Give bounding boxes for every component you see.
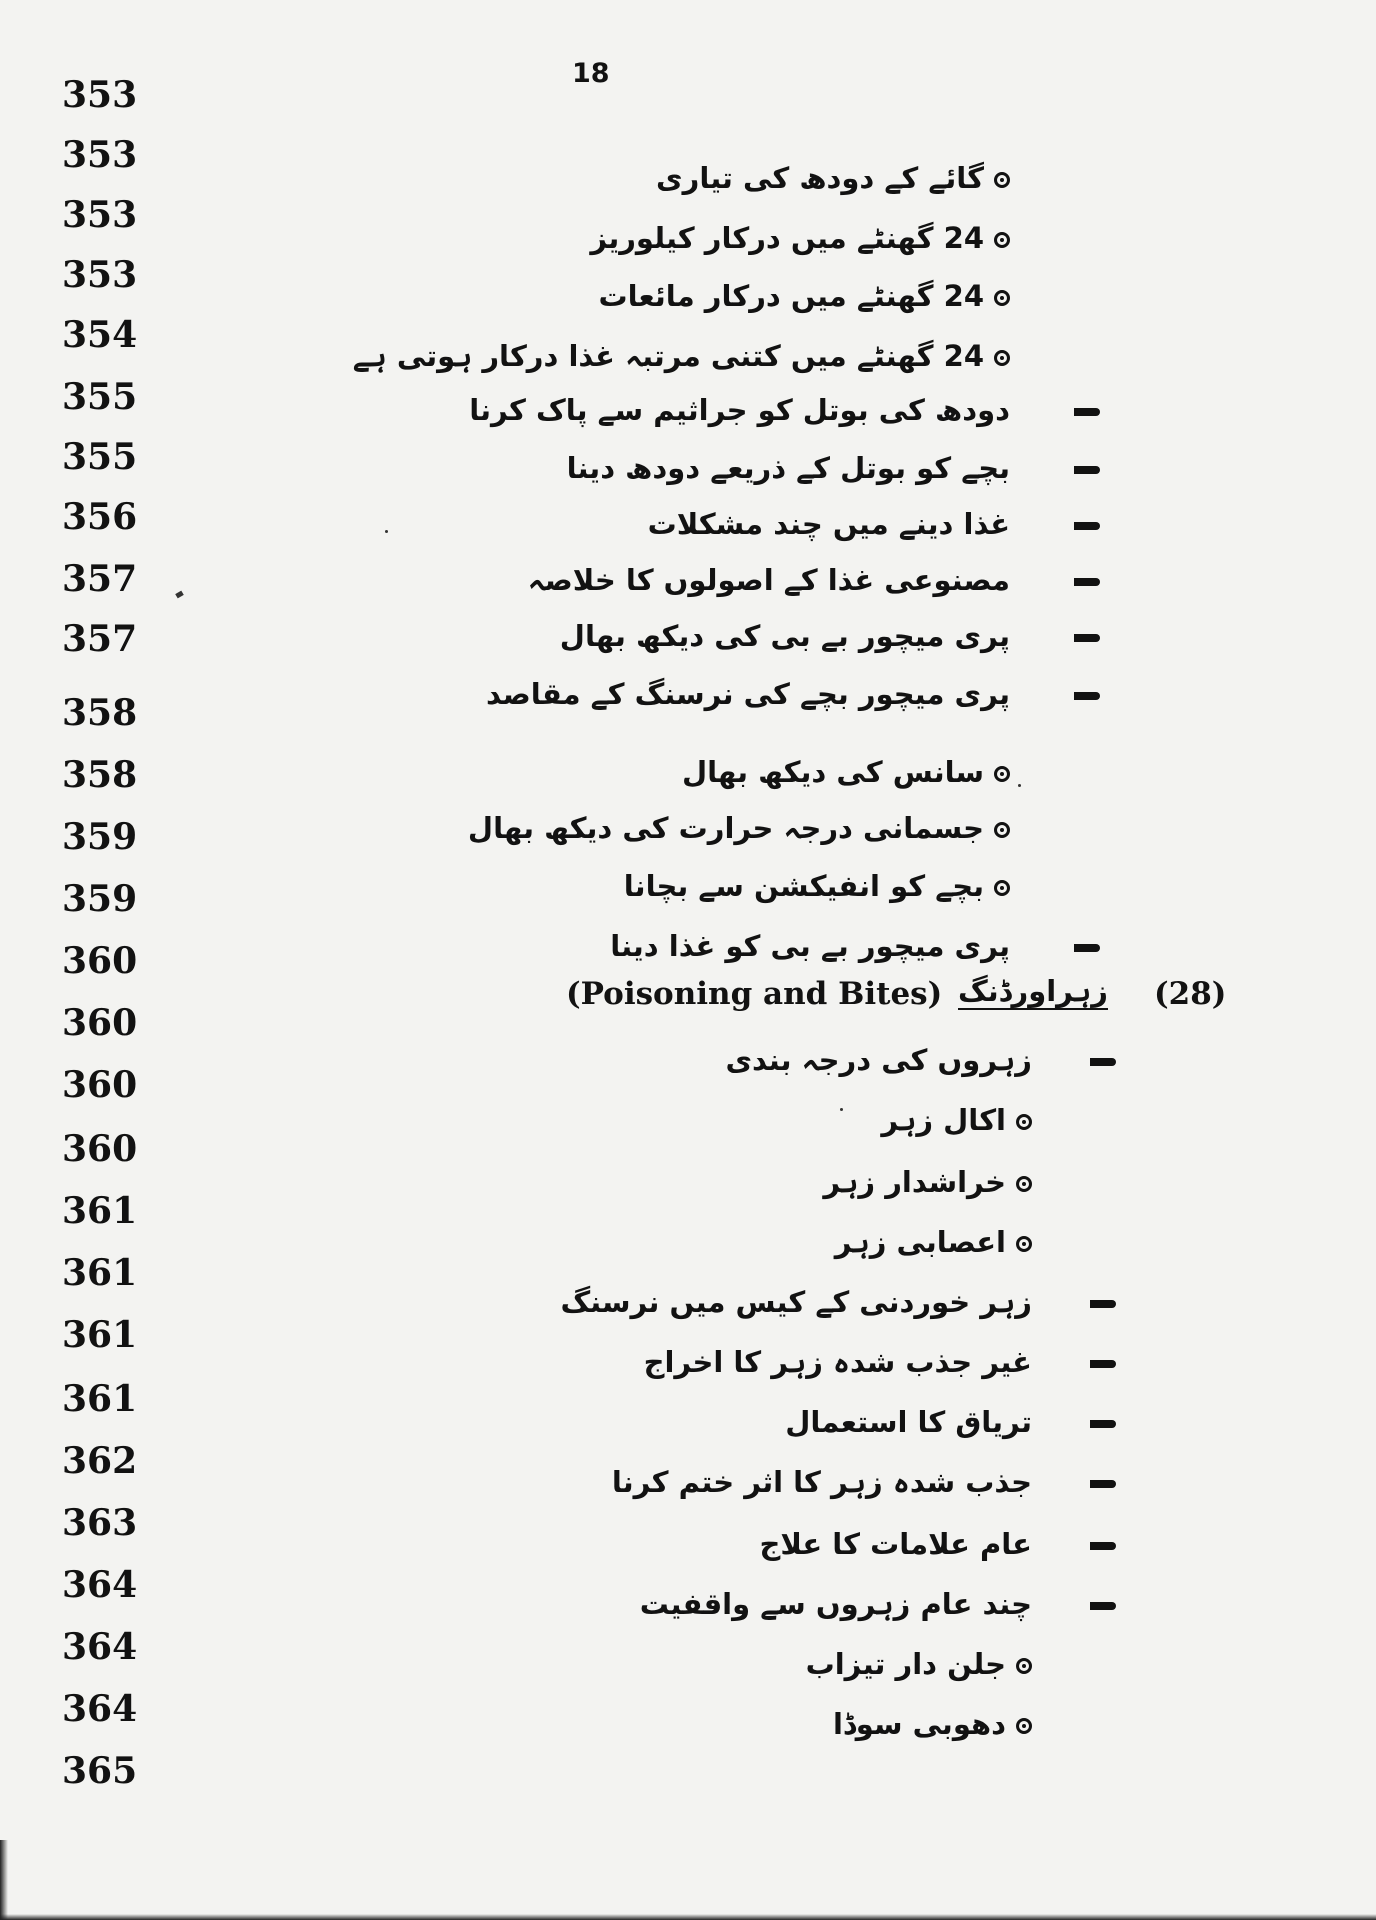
toc-entry xyxy=(528,560,1010,600)
toc-entry xyxy=(560,616,1010,656)
toc-page-number: 363 xyxy=(62,1502,138,1544)
circle-dot-icon xyxy=(994,766,1010,782)
toc-page-number: 358 xyxy=(62,754,138,796)
pointer-bullet-icon xyxy=(1090,1300,1116,1308)
circle-dot-icon xyxy=(994,350,1010,366)
toc-entry-text: جسمانی درجہ حرارت کی دیکھ بھال xyxy=(467,811,984,845)
toc-entry-text: خراشدار زہر xyxy=(823,1165,1006,1199)
circle-dot-icon xyxy=(994,822,1010,838)
toc-page-number: 361 xyxy=(62,1190,138,1232)
scan-speck xyxy=(1018,784,1021,787)
pointer-bullet-icon xyxy=(1090,1480,1116,1488)
toc-page-number: 360 xyxy=(62,1002,138,1044)
circle-dot-icon xyxy=(1016,1114,1032,1130)
toc-entry-text: زہر خوردنی کے کیس میں نرسنگ xyxy=(560,1285,1032,1319)
circle-dot-icon xyxy=(1016,1176,1032,1192)
toc-entry xyxy=(486,674,1010,714)
toc-subentry xyxy=(881,1100,1032,1140)
toc-page-number: 355 xyxy=(62,436,138,478)
toc-entry xyxy=(644,1342,1032,1382)
toc-entry xyxy=(560,1282,1032,1322)
toc-page-number: 365 xyxy=(62,1750,138,1792)
toc-subentry xyxy=(833,1704,1032,1744)
toc-entry-text: 24 گھنٹے میں کتنی مرتبہ غذا درکار ہوتی ہے xyxy=(352,339,984,373)
toc-subentry xyxy=(682,752,1010,792)
toc-entry-text: غذا دینے میں چند مشکلات xyxy=(647,507,1010,541)
page-edge-shadow xyxy=(0,1840,8,1920)
toc-page-number: 357 xyxy=(62,558,138,600)
toc-entry xyxy=(610,926,1010,966)
toc-page-number: 361 xyxy=(62,1252,138,1294)
toc-page-number: 358 xyxy=(62,692,138,734)
toc-entry-text: سانس کی دیکھ بھال xyxy=(681,755,984,789)
scan-speck xyxy=(385,530,388,533)
scan-speck xyxy=(175,591,184,599)
pointer-bullet-icon xyxy=(1090,1058,1116,1066)
toc-page-number: 364 xyxy=(62,1626,138,1668)
toc-entry xyxy=(759,1524,1032,1564)
toc-page-number: 364 xyxy=(62,1564,138,1606)
toc-entry xyxy=(725,1040,1032,1080)
toc-entry-text: غیر جذب شدہ زہر کا اخراج xyxy=(643,1345,1032,1379)
toc-page-number: 353 xyxy=(62,134,138,176)
toc-entry xyxy=(648,504,1010,544)
pointer-bullet-icon xyxy=(1074,692,1100,700)
toc-page-number: 362 xyxy=(62,1440,138,1482)
toc-page-number: 353 xyxy=(62,194,138,236)
circle-dot-icon xyxy=(1016,1658,1032,1674)
toc-page-number: 360 xyxy=(62,940,138,982)
toc-page-number: 357 xyxy=(62,618,138,660)
pointer-bullet-icon xyxy=(1090,1542,1116,1550)
circle-dot-icon xyxy=(994,232,1010,248)
pointer-bullet-icon xyxy=(1090,1360,1116,1368)
toc-page-number: 353 xyxy=(62,254,138,296)
toc-subentry xyxy=(624,866,1010,906)
circle-dot-icon xyxy=(994,880,1010,896)
section-number: (28) xyxy=(1154,976,1227,1012)
toc-page-number: 353 xyxy=(62,74,138,116)
toc-page-number: 355 xyxy=(62,376,138,418)
toc-subentry xyxy=(806,1644,1032,1684)
circle-dot-icon xyxy=(1016,1718,1032,1734)
toc-entry-text: عام علامات کا علاج xyxy=(759,1527,1032,1561)
page-number: 18 xyxy=(572,58,610,89)
pointer-bullet-icon xyxy=(1074,634,1100,642)
toc-entry xyxy=(640,1584,1032,1624)
pointer-bullet-icon xyxy=(1074,408,1100,416)
toc-entry-text: اعصابی زہر xyxy=(834,1225,1006,1259)
toc-entry-text: مصنوعی غذا کے اصولوں کا خلاصہ xyxy=(527,563,1010,597)
toc-page-number: 359 xyxy=(62,878,138,920)
toc-entry xyxy=(567,448,1010,488)
toc-entry-text: 24 گھنٹے میں درکار مائعات xyxy=(598,279,984,313)
toc-subentry xyxy=(823,1162,1032,1202)
toc-entry-text: تریاق کا استعمال xyxy=(785,1405,1032,1439)
toc-entry-text: 24 گھنٹے میں درکار کیلوریز xyxy=(590,221,984,255)
toc-entry-text: گائے کے دودھ کی تیاری xyxy=(656,161,984,195)
toc-entry-text: زہروں کی درجہ بندی xyxy=(725,1043,1032,1077)
toc-page-number: 360 xyxy=(62,1064,138,1106)
toc-page-number: 361 xyxy=(62,1314,138,1356)
page-edge-shadow xyxy=(0,1914,1376,1920)
toc-subentry xyxy=(656,158,1010,198)
pointer-bullet-icon xyxy=(1074,944,1100,952)
circle-dot-icon xyxy=(994,172,1010,188)
toc-entry-text: جذب شدہ زہر کا اثر ختم کرنا xyxy=(611,1465,1032,1499)
toc-page-number: 364 xyxy=(62,1688,138,1730)
toc-entry xyxy=(612,1462,1032,1502)
toc-entry-text: بچے کو بوتل کے ذریعے دودھ دینا xyxy=(566,451,1010,485)
toc-entry-text: دودھ کی بوتل کو جراثیم سے پاک کرنا xyxy=(469,393,1010,427)
section-title-urdu: زہراورڈنگ xyxy=(958,974,1108,1008)
section-heading xyxy=(566,976,1226,1022)
toc-subentry xyxy=(599,276,1010,316)
toc-entry-text: پری میچور بچے کی نرسنگ کے مقاصد xyxy=(486,677,1010,711)
toc-entry-text: پری میچور بے بی کو غذا دینا xyxy=(610,929,1010,963)
toc-page-number: 354 xyxy=(62,314,138,356)
toc-page-number: 360 xyxy=(62,1128,138,1170)
toc-page-number: 359 xyxy=(62,816,138,858)
pointer-bullet-icon xyxy=(1074,466,1100,474)
toc-page-number: 356 xyxy=(62,496,138,538)
pointer-bullet-icon xyxy=(1074,522,1100,530)
circle-dot-icon xyxy=(994,290,1010,306)
section-title-english: (Poisoning and Bites) xyxy=(566,976,943,1012)
toc-subentry xyxy=(590,218,1010,258)
circle-dot-icon xyxy=(1016,1236,1032,1252)
pointer-bullet-icon xyxy=(1090,1420,1116,1428)
toc-subentry xyxy=(468,808,1010,848)
toc-subentry xyxy=(835,1222,1032,1262)
toc-entry-text: دھوبی سوڈا xyxy=(832,1707,1006,1741)
toc-page-number: 361 xyxy=(62,1378,138,1420)
toc-entry xyxy=(785,1402,1032,1442)
scan-speck xyxy=(840,1108,843,1111)
toc-entry-text: بچے کو انفیکشن سے بچانا xyxy=(623,869,984,903)
toc-entry-text: پری میچور بے بی کی دیکھ بھال xyxy=(559,619,1010,653)
toc-entry-text: جلن دار تیزاب xyxy=(805,1647,1006,1681)
pointer-bullet-icon xyxy=(1074,578,1100,586)
toc-entry-text: اکال زہر xyxy=(881,1103,1006,1137)
toc-subentry xyxy=(353,336,1010,376)
toc-entry-text: چند عام زہروں سے واقفیت xyxy=(639,1587,1032,1621)
pointer-bullet-icon xyxy=(1090,1602,1116,1610)
toc-entry xyxy=(469,390,1010,430)
